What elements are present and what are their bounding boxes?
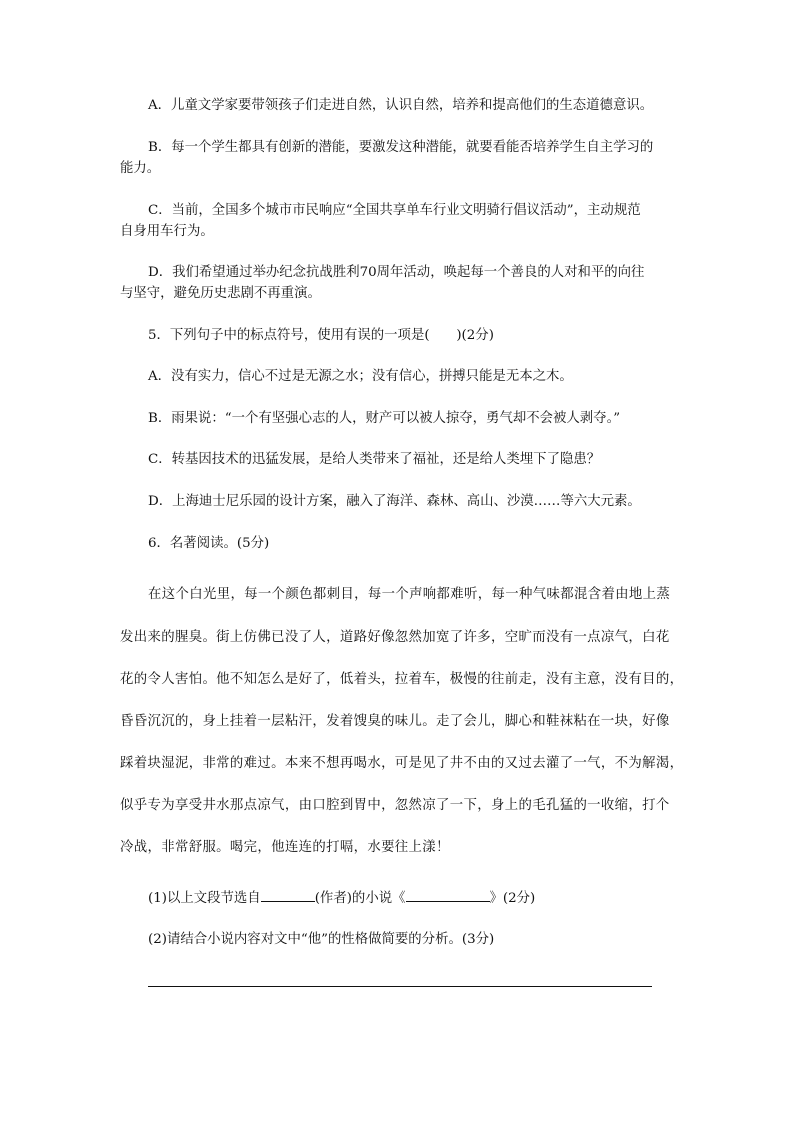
q5-option-c: C．转基因技术的迅猛发展，是给人类带来了福祉，还是给人类埋下了隐患？: [148, 452, 601, 467]
q4-option-c-line2: 自身用车行为。: [120, 224, 214, 239]
author-blank[interactable]: [261, 889, 315, 902]
title-blank[interactable]: [406, 889, 490, 902]
q4-option-d-line1: D．我们希望通过举办纪念抗战胜利70周年活动，唤起每一个善良的人对和平的向往: [148, 265, 645, 280]
q4-option-b-line2: 能力。: [120, 161, 161, 176]
passage-line: 花的令人害怕。他不知怎么是好了，低着头，拉着车，极慢的往前走，没有主意，没有目的，: [120, 672, 684, 687]
q5-stem: 5．下列句子中的标点符号，使用有误的一项是( )(2分): [148, 328, 494, 343]
passage-line: 似乎专为享受井水那点凉气，由口腔到胃中，忽然凉了一下，身上的毛孔猛的一收缩，打个: [120, 798, 670, 813]
passage-line: 在这个白光里，每一个颜色都刺目，每一个声响都难听，每一种气味都混含着由地上蒸: [148, 587, 671, 602]
passage-line: 冷战，非常舒服。喝完，他连连的打嗝，水要往上漾！: [120, 840, 450, 855]
q6-stem: 6．名著阅读。(5分): [148, 536, 270, 551]
passage-line: 昏昏沉沉的，身上挂着一层粘汗，发着馊臭的味儿。走了会儿，脚心和鞋袜粘在一块，好像: [120, 714, 670, 729]
q4-option-b-line1: B．每一个学生都具有创新的潜能，要激发这种潜能，就要看能否培养学生自主学习的: [148, 140, 654, 155]
q4-option-d-line2: 与坚守，避免历史悲剧不再重演。: [120, 286, 321, 301]
q5-option-b: B．雨果说：“一个有坚强心志的人，财产可以被人掠夺，勇气却不会被人剥夺。”: [148, 411, 621, 426]
q6-sub1-middle: (作者)的小说《: [314, 891, 406, 906]
q4-option-a: A．儿童文学家要带领孩子们走进自然，认识自然，培养和提高他们的生态道德意识。: [148, 98, 654, 113]
q5-option-d: D．上海迪士尼乐园的设计方案，融入了海洋、森林、高山、沙漠……等六大元素。: [148, 494, 641, 509]
q6-sub1: [148, 889, 535, 908]
q4-option-c-line1: C．当前，全国多个城市市民响应“全国共享单车行业文明骑行倡议活动”，主动规范: [148, 203, 641, 218]
q6-sub1-prefix: (1)以上文段节选自: [148, 891, 261, 906]
passage-line: 踩着块湿泥，非常的难过。本来不想再喝水，可是见了井不由的又过去灌了一气，不为解渴，: [120, 756, 684, 771]
q5-option-a: A．没有实力，信心不过是无源之水；没有信心，拼搏只能是无本之木。: [148, 369, 573, 384]
answer-line[interactable]: [148, 986, 652, 987]
q6-sub1-suffix: 》(2分): [489, 891, 536, 906]
passage-line: 发出来的腥臭。街上仿佛已没了人，道路好像忽然加宽了许多，空旷而没有一点凉气，白花: [120, 630, 670, 645]
q6-sub2: (2)请结合小说内容对文中“他”的性格做简要的分析。(3分): [148, 932, 495, 947]
